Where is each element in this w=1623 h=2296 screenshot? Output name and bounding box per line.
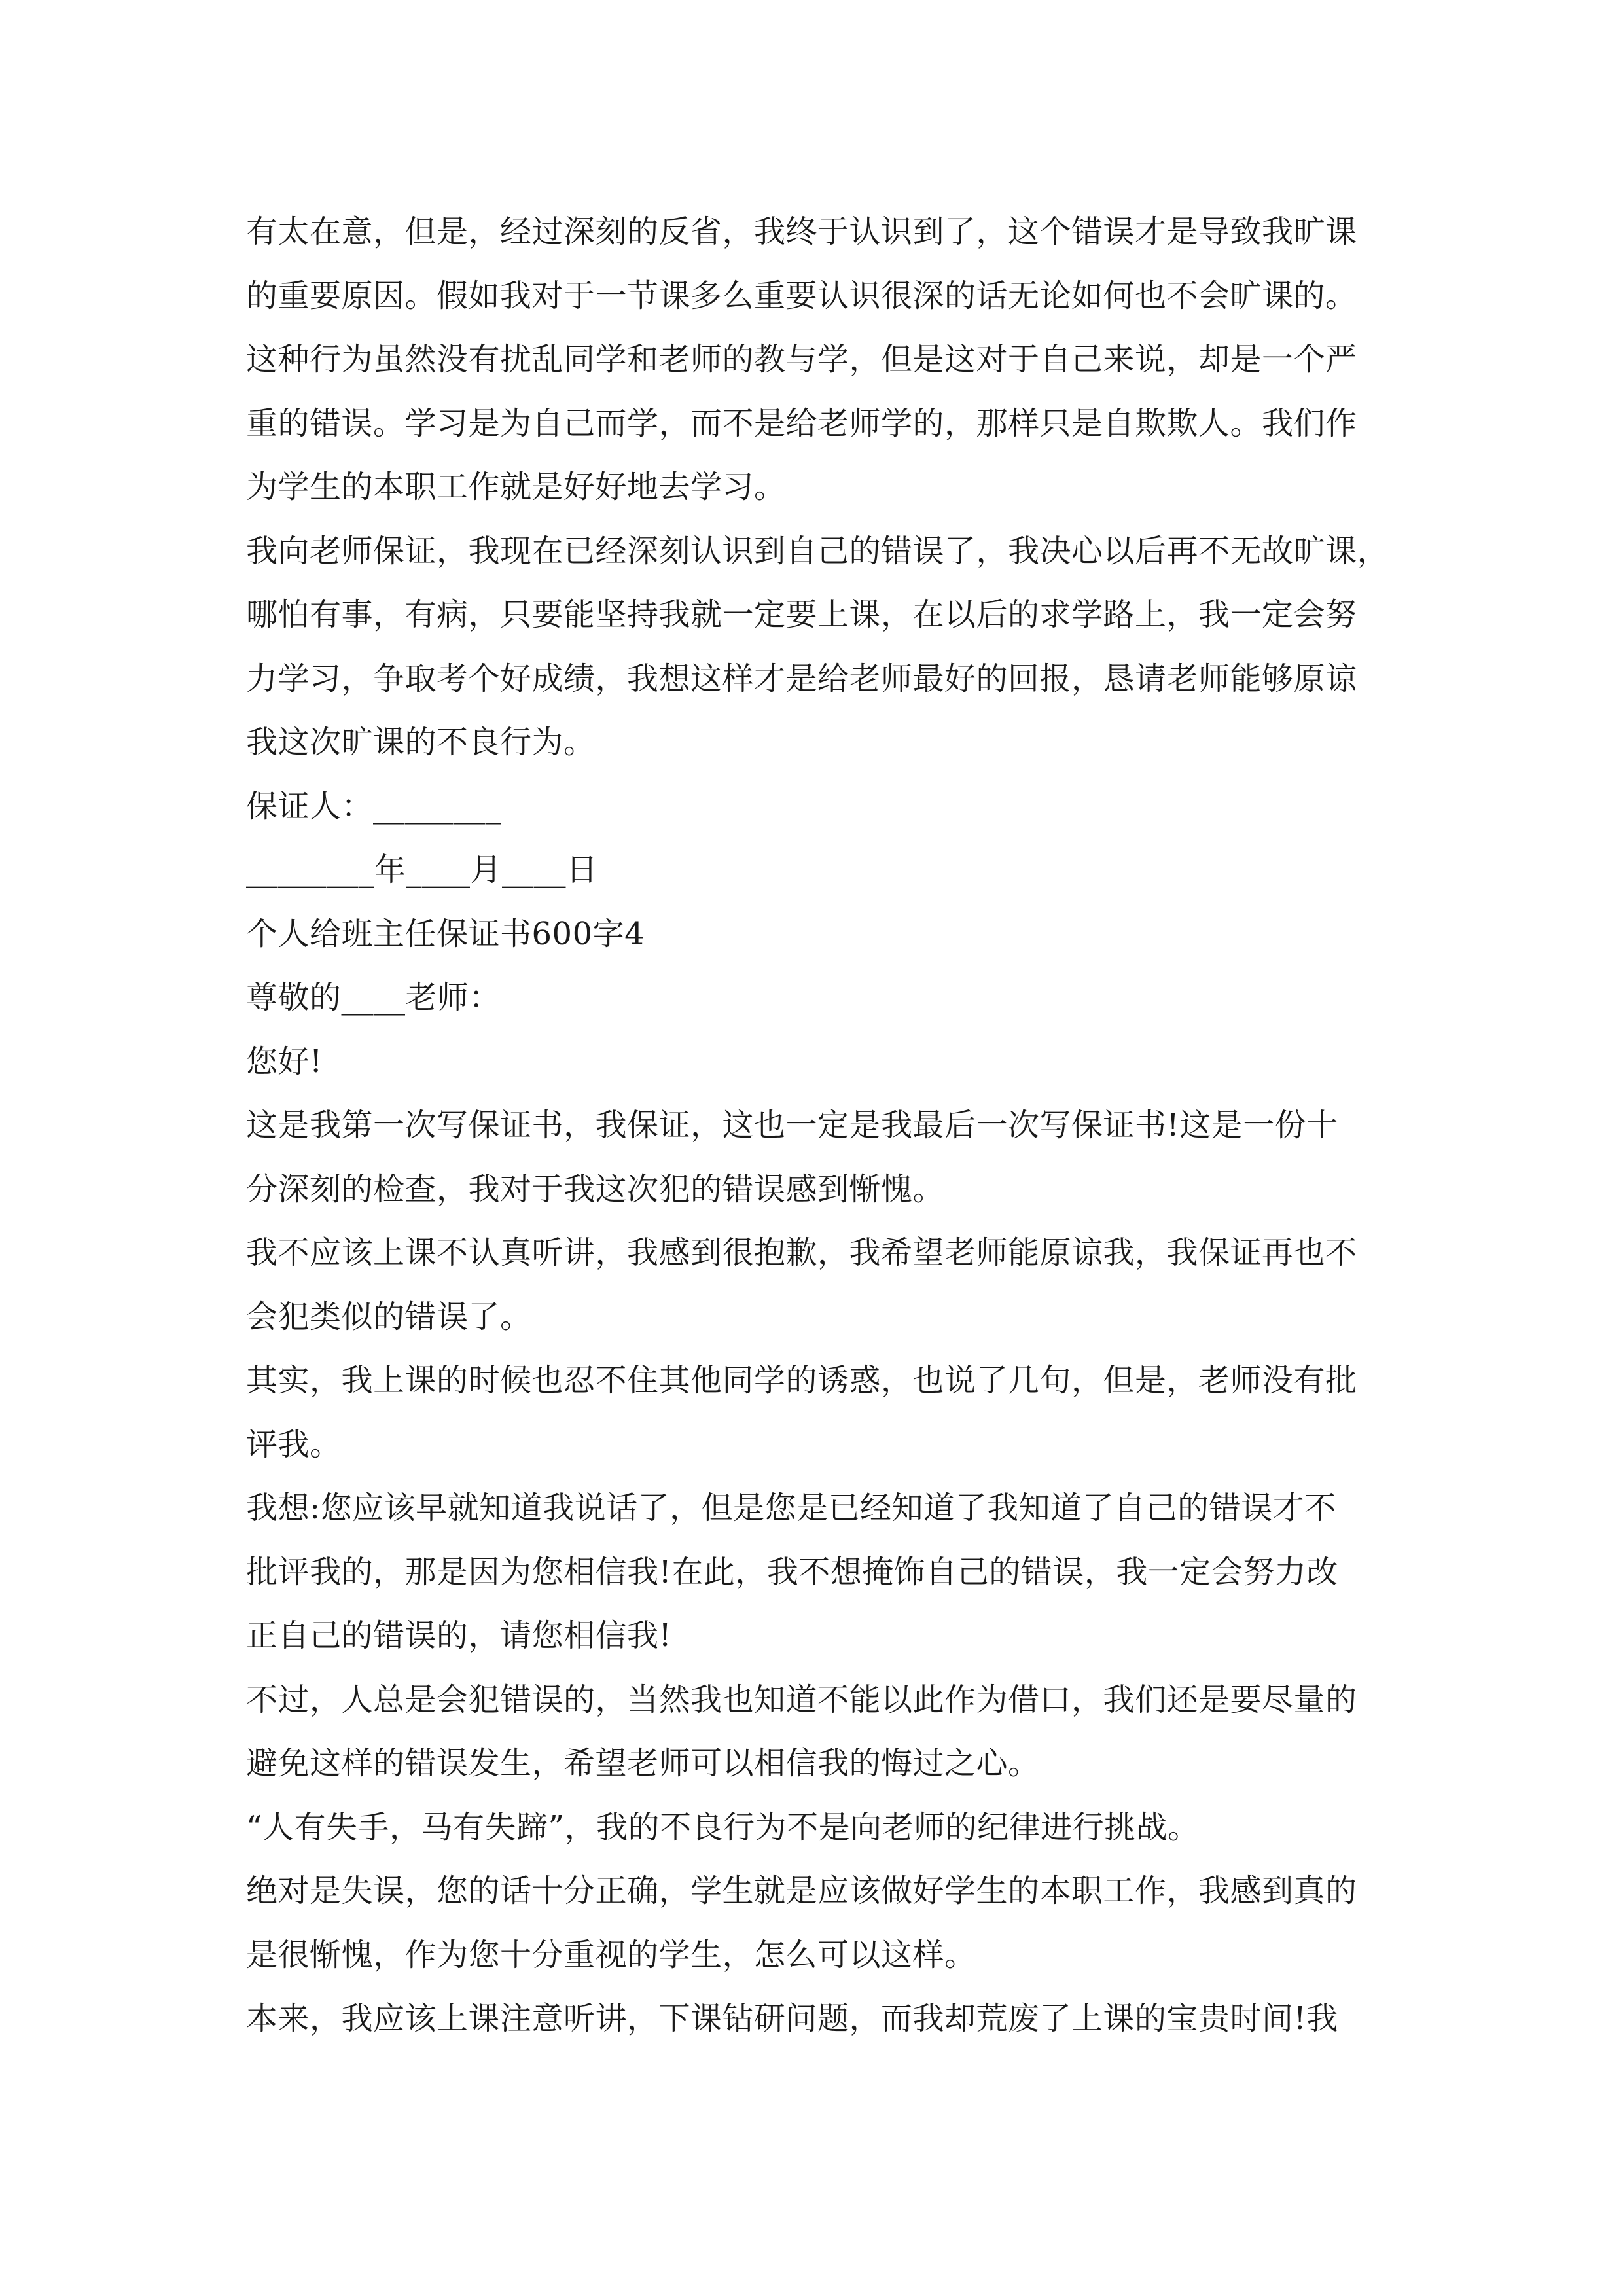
- greeting: 您好!: [246, 1043, 323, 1080]
- text-line: 分深刻的检查，我对于我这次犯的错误感到惭愧。: [246, 1170, 945, 1208]
- text-line: 我向老师保证，我现在已经深刻认识到自己的错误了，我决心以后再不无故旷课，: [246, 532, 1389, 569]
- section-title: 个人给班主任保证书600字4: [246, 915, 645, 952]
- guarantor-signature-line: 保证人：________: [246, 787, 502, 825]
- text-line: 为学生的本职工作就是好好地去学习。: [246, 469, 786, 505]
- text-line: 力学习，争取考个好成绩，我想这样才是给老师最好的回报，恳请老师能够原谅: [246, 660, 1357, 697]
- date-line: ________年____月____日: [246, 852, 598, 888]
- text-line: 批评我的，那是因为您相信我!在此，我不想掩饰自己的错误，我一定会努力改: [246, 1553, 1338, 1590]
- text-line: 的重要原因。假如我对于一节课多么重要认识很深的话无论如何也不会旷课的。: [246, 277, 1357, 314]
- text-line: 这是我第一次写保证书，我保证，这也一定是我最后一次写保证书!这是一份十: [246, 1107, 1338, 1143]
- text-line: 我不应该上课不认真听讲，我感到很抱歉，我希望老师能原谅我，我保证再也不: [246, 1234, 1357, 1271]
- text-line: 有太在意，但是，经过深刻的反省，我终于认识到了，这个错误才是导致我旷课: [246, 213, 1357, 250]
- text-line: 哪怕有事，有病，只要能坚持我就一定要上课，在以后的求学路上，我一定会努: [246, 596, 1357, 633]
- text-line: 本来，我应该上课注意听讲，下课钻研问题，而我却荒废了上课的宝贵时间!我: [246, 2000, 1338, 2037]
- text-line: 是很惭愧，作为您十分重视的学生，怎么可以这样。: [246, 1936, 976, 1973]
- text-line: 绝对是失误，您的话十分正确，学生就是应该做好学生的本职工作，我感到真的: [246, 1873, 1357, 1909]
- text-line: “人有失手，马有失蹄”，我的不良行为不是向老师的纪律进行挑战。: [246, 1808, 1200, 1846]
- text-line: 其实，我上课的时候也忍不住其他同学的诱惑，也说了几句，但是，老师没有批: [246, 1362, 1357, 1399]
- text-line: 我想:您应该早就知道我说话了，但是您是已经知道了我知道了自己的错误才不: [246, 1490, 1336, 1526]
- text-line: 避免这样的错误发生，希望老师可以相信我的悔过之心。: [246, 1745, 1040, 1782]
- text-line: 这种行为虽然没有扰乱同学和老师的教与学，但是这对于自己来说，却是一个严: [246, 341, 1357, 378]
- text-line: 会犯类似的错误了。: [246, 1298, 532, 1335]
- salutation: 尊敬的____老师：: [246, 979, 501, 1016]
- text-line: 评我。: [246, 1426, 342, 1463]
- text-line: 不过，人总是会犯错误的，当然我也知道不能以此作为借口，我们还是要尽量的: [246, 1681, 1357, 1718]
- text-line: 正自己的错误的，请您相信我!: [246, 1617, 672, 1654]
- document-body: [246, 200, 1398, 2051]
- text-line: 我这次旷课的不良行为。: [246, 724, 596, 761]
- text-line: 重的错误。学习是为自己而学，而不是给老师学的，那样只是自欺欺人。我们作: [246, 404, 1357, 442]
